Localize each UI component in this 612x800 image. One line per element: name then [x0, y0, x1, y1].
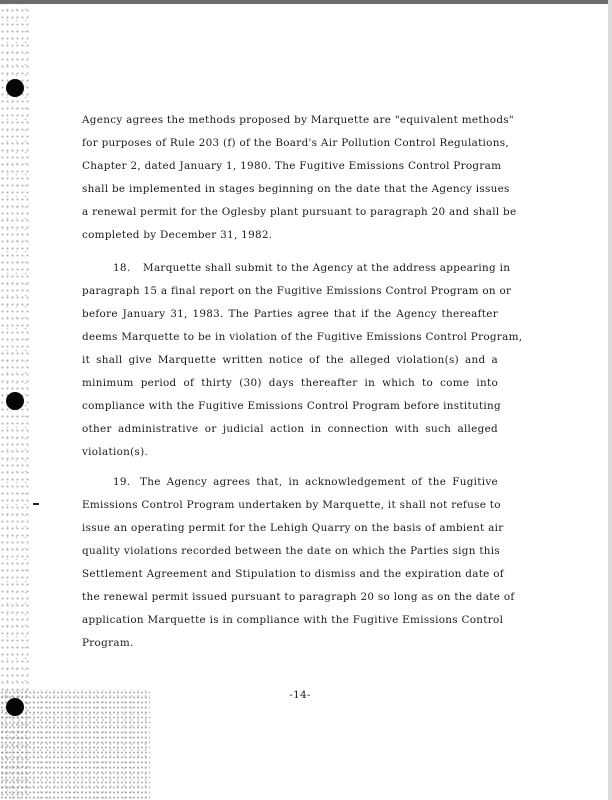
paragraph-number: 19.: [113, 476, 131, 488]
text-line: The Agency agrees that, in acknowledgement of the Fugitive: [140, 476, 498, 488]
text-line: deems Marquette to be in violation of the Fugitive Emissions Control Program,: [82, 331, 523, 343]
text-line: Emissions Control Program undertaken by Marquette, it shall not refuse to: [82, 499, 501, 511]
scan-top-edge: [0, 0, 612, 4]
text-line: shall be implemented in stages beginning on the date that the Agency issues: [82, 183, 510, 195]
text-line: the renewal permit issued pursuant to paragraph 20 so long as on the date of: [82, 591, 515, 603]
text-line: paragraph 15 a final report on the Fugitive Emissions Control Program on or: [82, 285, 512, 297]
paragraph-number: 18.: [113, 262, 131, 274]
punch-hole-middle: [6, 392, 24, 410]
text-line: completed by December 31, 1982.: [82, 229, 273, 241]
text-line: it shall give Marquette written notice of the alleged violation(s) and a: [82, 354, 498, 366]
text-line: Program.: [82, 637, 134, 649]
margin-mark: [33, 503, 39, 505]
text-line: issue an operating permit for the Lehigh Quarry on the basis of ambient air: [82, 522, 504, 534]
text-line: a renewal permit for the Oglesby plant pursuant to paragraph 20 and shall be: [82, 206, 517, 218]
punch-hole-top: [6, 79, 24, 97]
page-number: -14-: [289, 689, 311, 701]
text-line: for purposes of Rule 203 (f) of the Board's Air Pollution Control Regulations,: [82, 137, 509, 149]
text-line: quality violations recorded between the date on which the Parties sign this: [82, 545, 501, 557]
text-line: before January 31, 1983. The Parties agree that if the Agency thereafter: [82, 308, 498, 320]
text-line: Chapter 2, dated January 1, 1980. The Fugitive Emissions Control Program: [82, 160, 502, 172]
text-line: compliance with the Fugitive Emissions Control Program before instituting: [82, 400, 502, 412]
text-line: violation(s).: [82, 446, 149, 458]
text-line: application Marquette is in compliance with the Fugitive Emissions Control: [82, 614, 504, 626]
text-line: Marquette shall submit to the Agency at the address appearing in: [143, 262, 511, 274]
text-line: minimum period of thirty (30) days thereafter in which to come into: [82, 377, 498, 389]
text-line: Agency agrees the methods proposed by Marquette are "equivalent methods": [82, 114, 515, 126]
text-line: Settlement Agreement and Stipulation to dismiss and the expiration date of: [82, 568, 504, 580]
scan-right-edge: [608, 0, 612, 800]
text-line: other administrative or judicial action in connection with such alleged: [82, 423, 498, 435]
punch-hole-bottom: [6, 698, 24, 716]
